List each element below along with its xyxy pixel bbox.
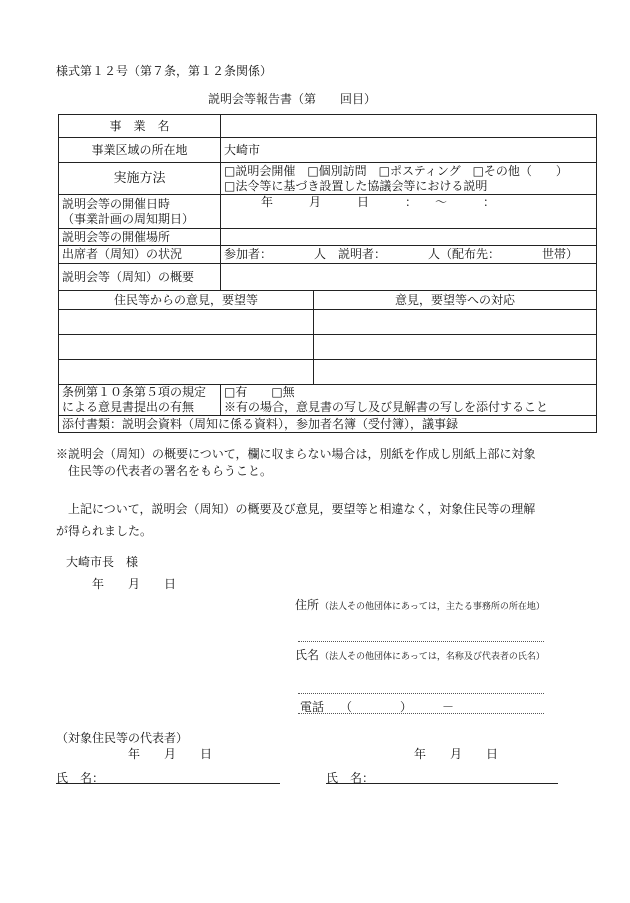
method-line-2[interactable]: □法令等に基づき設置した協議会等における説明: [224, 178, 488, 193]
phone-underline: [298, 712, 544, 714]
datetime-field[interactable]: 年 月 日 ： 〜 ：: [221, 195, 597, 229]
address-note: （法人その他団体にあっては，主たる事務所の所在地）: [320, 602, 545, 612]
article-label: [59, 385, 221, 416]
statement-line-1: 上記について，説明会（周知）の概要及び意見，要望等と相違なく，対象住民等の理解: [68, 502, 536, 516]
name-note: （法人その他団体にあっては，名称及び代表者の氏名）: [320, 652, 545, 662]
article-label-1: 条例第１０条第５項の規定: [62, 385, 207, 399]
opinion-cell[interactable]: [59, 335, 314, 360]
response-cell[interactable]: [314, 310, 597, 335]
article-note: ※有の場合，意見書の写し及び見解書の写しを添付すること: [224, 400, 549, 414]
article-label-2: による意見書提出の有無: [62, 400, 195, 414]
project-name-label: 事 業 名: [59, 115, 221, 138]
project-name-field[interactable]: [221, 115, 597, 138]
article-checkboxes[interactable]: □有 □無: [224, 385, 295, 399]
note-line-1: ※説明会（周知）の概要について，欄に収まらない場合は，別紙を作成し別紙上部に対象: [56, 447, 536, 461]
opinion-cell[interactable]: [59, 310, 314, 335]
response-cell[interactable]: [314, 335, 597, 360]
responses-header: 意見，要望等への対応: [314, 291, 597, 310]
location-field[interactable]: 大崎市: [221, 138, 597, 163]
summary-label: 説明会等（周知）の概要: [59, 264, 221, 291]
phone-field[interactable]: （ ） －: [340, 700, 455, 714]
phone-label: 電話: [300, 700, 325, 714]
sign-label-left: 氏 名：: [56, 771, 105, 785]
page-title: 説明会等報告書（第 回目）: [208, 92, 377, 106]
address-field[interactable]: [298, 640, 544, 642]
method-label: 実施方法: [59, 163, 221, 195]
datetime-label-1: 説明会等の開催日時: [62, 196, 171, 211]
name-label: 氏名: [295, 648, 320, 662]
venue-field[interactable]: [221, 229, 597, 246]
attendance-field[interactable]: 参加者： 人 説明者： 人（配布先： 世帯）: [221, 246, 597, 264]
name-field[interactable]: [298, 692, 544, 694]
statement-line-2: が得られました。: [56, 524, 153, 538]
sign-field-left[interactable]: [56, 782, 280, 784]
opinion-cell[interactable]: [59, 360, 314, 385]
sign-field-right[interactable]: [326, 782, 558, 784]
rep-date-right[interactable]: 年 月 日: [414, 747, 499, 761]
sign-label-right: 氏 名：: [326, 771, 375, 785]
attendance-label: 出席者（周知）の状況: [59, 246, 221, 264]
venue-label: 説明会等の開催場所: [59, 229, 221, 246]
article-field[interactable]: [221, 385, 597, 416]
datetime-label: [59, 195, 221, 229]
method-options[interactable]: [221, 163, 597, 195]
method-line-1[interactable]: □説明会開催 □個別訪問 □ポスティング □その他（ ）: [224, 163, 568, 178]
form-number: 様式第１２号（第７条，第１２条関係）: [56, 64, 273, 78]
address-label: 住所: [295, 598, 320, 612]
attachments: 添付書類：説明会資料（周知に係る資料），参加者名簿（受付簿），議事録: [59, 416, 597, 433]
datetime-label-2: （事業計画の周知期日）: [62, 211, 195, 226]
report-date[interactable]: 年 月 日: [92, 577, 177, 591]
note-line-2: 住民等の代表者の署名をもらうこと。: [68, 464, 273, 478]
location-label: 事業区域の所在地: [59, 138, 221, 163]
addressee: 大崎市長 様: [66, 555, 139, 569]
opinions-header: 住民等からの意見，要望等: [59, 291, 314, 310]
summary-field[interactable]: [221, 264, 597, 291]
rep-date-left[interactable]: 年 月 日: [128, 747, 213, 761]
report-table: [58, 114, 597, 433]
response-cell[interactable]: [314, 360, 597, 385]
rep-label: （対象住民等の代表者）: [56, 731, 189, 745]
